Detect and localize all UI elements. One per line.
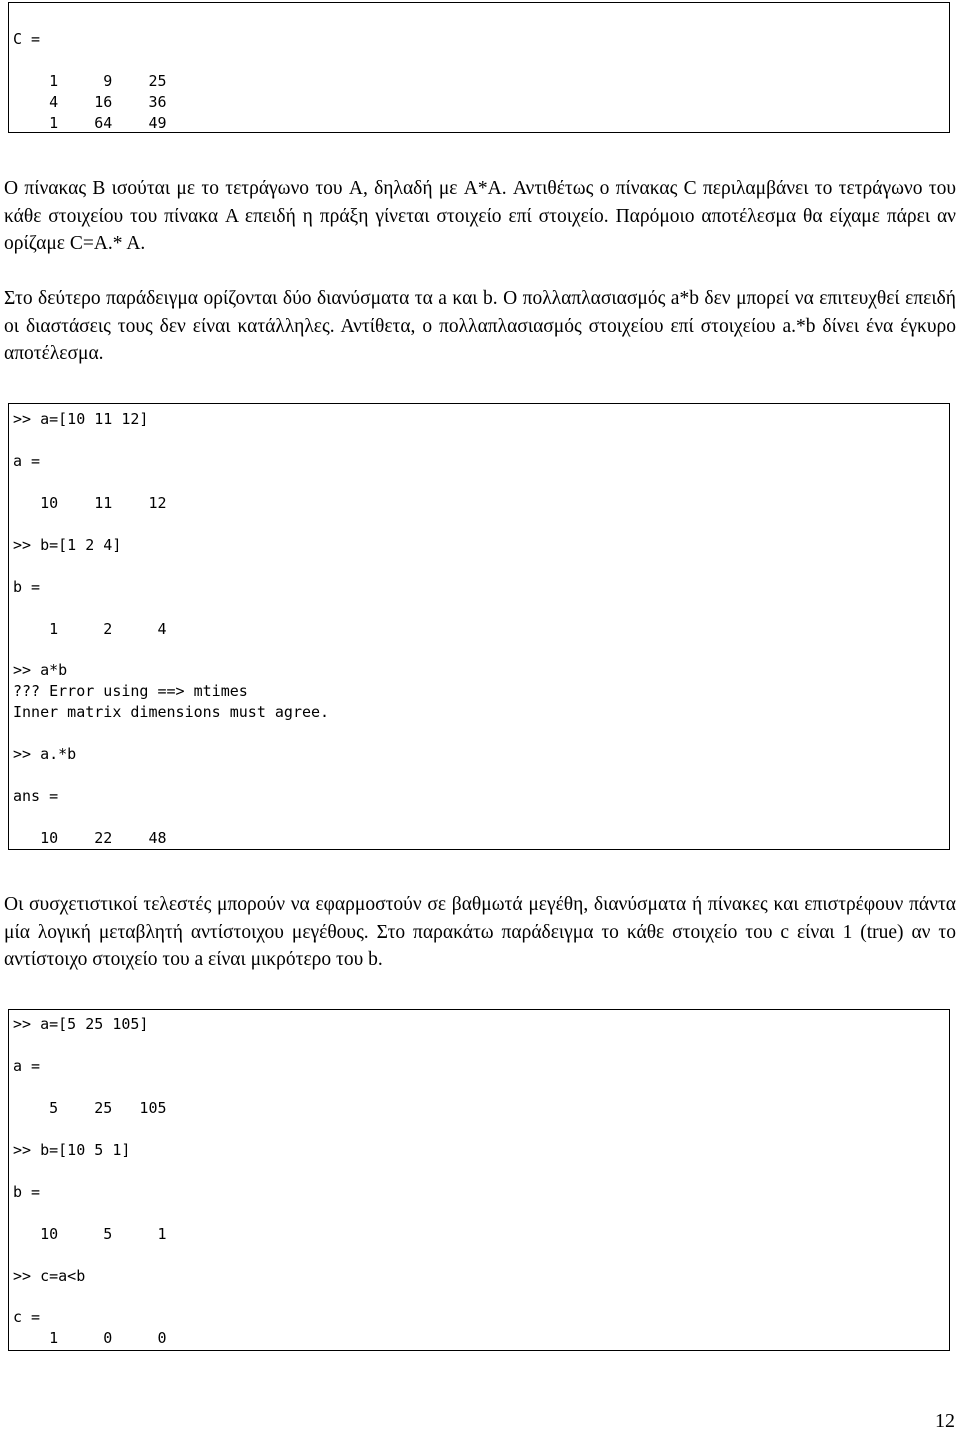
code-line: >> c=a<b [13,1267,86,1285]
code-line: b = [13,1183,41,1201]
code-line: 1 2 4 [13,620,167,638]
code-line: b = [13,578,41,596]
code-block-1 [8,2,950,133]
code-line: 1 64 49 [13,114,167,132]
code-line: 10 11 12 [13,494,167,512]
code-line: >> b=[1 2 4] [13,536,122,554]
paragraph-2: Στο δεύτερο παράδειγμα ορίζονται δύο διανύσματα τα a και b. O πολλαπλασιασμός a*b δεν μπορεί να επιτευχθεί επειδή οι διαστάσεις τους δεν είναι κατάλληλες. Αντίθετα, ο πολλαπλασιασμός στοιχείου επί στοιχείου a.*b δίνει ένα έγκυρο αποτέλεσμα. [4,288,956,364]
code-line: ans = [13,787,59,805]
code-line: a = [13,1057,41,1075]
code-line: >> a*b [13,661,68,679]
code-line: a = [13,452,41,470]
code-line: >> a=[10 11 12] [13,410,149,428]
code-line: Inner matrix dimensions must agree. [13,703,330,721]
code-line: >> a=[5 25 105] [13,1015,149,1033]
code-line: C = [13,30,41,48]
code-line: 10 22 48 [13,829,167,847]
code-line: c = [13,1308,41,1326]
code-line: 1 0 0 [13,1329,167,1347]
code-line: >> b=[10 5 1] [13,1141,131,1159]
code-line: 1 9 25 [13,72,167,90]
page-number: 12 [935,1410,955,1432]
code-block-3 [8,1009,950,1351]
code-line: >> a.*b [13,745,77,763]
code-block-2 [8,403,950,850]
paragraph-3: Οι συσχετιστικοί τελεστές μπορούν να εφαρμοστούν σε βαθμωτά μεγέθη, διανύσματα ή πίνακες και επιστρέφουν πάντα μία λογική μεταβλητή αντίστοιχου μεγέθους. Στο παρακάτω παράδειγμα το κάθε στοιχείο του c είναι 1 (true) αν το αντίστοιχο στοιχείο του a είναι μικρότερο του b. [4,894,956,970]
code-line: 5 25 105 [13,1099,167,1117]
code-line: 10 5 1 [13,1225,167,1243]
code-line: ??? Error using ==> mtimes [13,682,248,700]
code-line: 4 16 36 [13,93,167,111]
paragraph-1: Ο πίνακας B ισούται με το τετράγωνο του A, δηλαδή με A*A. Αντιθέτως ο πίνακας C περιλαμβάνει το τετράγωνο του κάθε στοιχείου του πίνακα A επειδή η πράξη γίνεται στοιχείο επί στοιχείο. Παρόμοιο αποτέλεσμα θα είχαμε πάρει αν ορίζαμε C=A.* A. [4,178,956,254]
